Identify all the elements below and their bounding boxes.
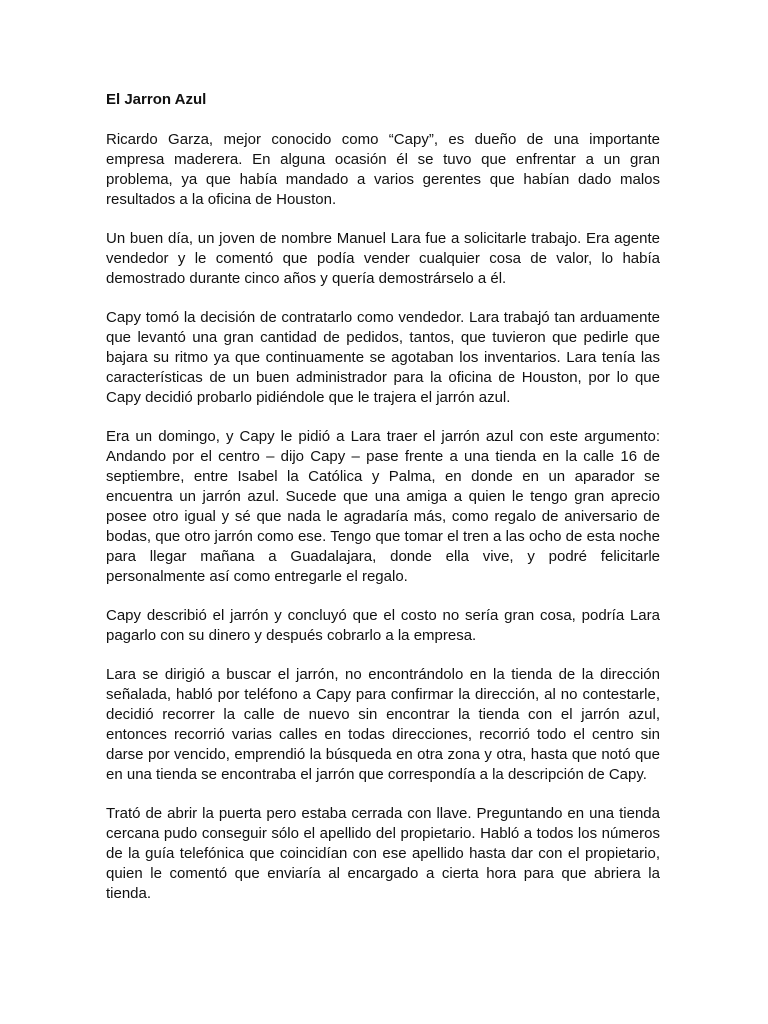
- paragraph-3: Capy tomó la decisión de contratarlo como vendedor. Lara trabajó tan arduamente que levantó una gran cantidad de pedidos, tantos, que tuvieron que pedirle que bajara su ritmo ya que continuamente se agotaban los inventarios. Lara tenía las características de un buen administrador para la oficina de Houston, por lo que Capy decidió probarlo pidiéndole que le trajera el jarrón azul.: [106, 309, 660, 406]
- paragraph-5: Capy describió el jarrón y concluyó que el costo no sería gran cosa, podría Lara pagarlo con su dinero y después cobrarlo a la empresa.: [106, 607, 660, 644]
- paragraph-4: Era un domingo, y Capy le pidió a Lara traer el jarrón azul con este argumento: Andando por el centro – dijo Capy – pase frente a una tienda en la calle 16 de septiembre, entre Isabel la Católica y Palma, en donde en un aparador se encuentra un jarrón azul. Sucede que una amiga a quien le tengo gran aprecio posee otro igual y sé que nada le agradaría más, como regalo de aniversario de bodas, que otro jarrón como ese. Tengo que tomar el tren a las ocho de esta noche para llegar mañana a Guadalajara, donde ella vive, y podré felicitarle personalmente así como entregarle el regalo.: [106, 428, 660, 585]
- paragraph-7: Trató de abrir la puerta pero estaba cerrada con llave. Preguntando en una tienda cercana pudo conseguir sólo el apellido del propietario. Habló a todos los números de la guía telefónica que coincidían con ese apellido hasta dar con el propietario, quien le comentó que enviaría al encargado a cierta hora para que abriera la tienda.: [106, 805, 660, 902]
- document-page: [106, 90, 660, 923]
- paragraph-6: Lara se dirigió a buscar el jarrón, no encontrándolo en la tienda de la dirección señalada, habló por teléfono a Capy para confirmar la dirección, al no contestarle, decidió recorrer la calle de nuevo sin encontrar la tienda con el jarrón azul, entonces recorrió varias calles en todas direcciones, recorrió todo el centro sin darse por vencido, emprendió la búsqueda en otra zona y otra, hasta que notó que en una tienda se encontraba el jarrón que correspondía a la descripción de Capy.: [106, 666, 660, 783]
- paragraph-1: Ricardo Garza, mejor conocido como “Capy”, es dueño de una importante empresa maderera. En alguna ocasión él se tuvo que enfrentar a un gran problema, ya que había mandado a varios gerentes que habían dado malos resultados a la oficina de Houston.: [106, 131, 660, 208]
- document-title: El Jarron Azul: [106, 91, 207, 108]
- paragraph-2: Un buen día, un joven de nombre Manuel Lara fue a solicitarle trabajo. Era agente vendedor y le comentó que podía vender cualquier cosa de valor, lo había demostrado durante cinco años y quería demostrárselo a él.: [106, 230, 660, 287]
